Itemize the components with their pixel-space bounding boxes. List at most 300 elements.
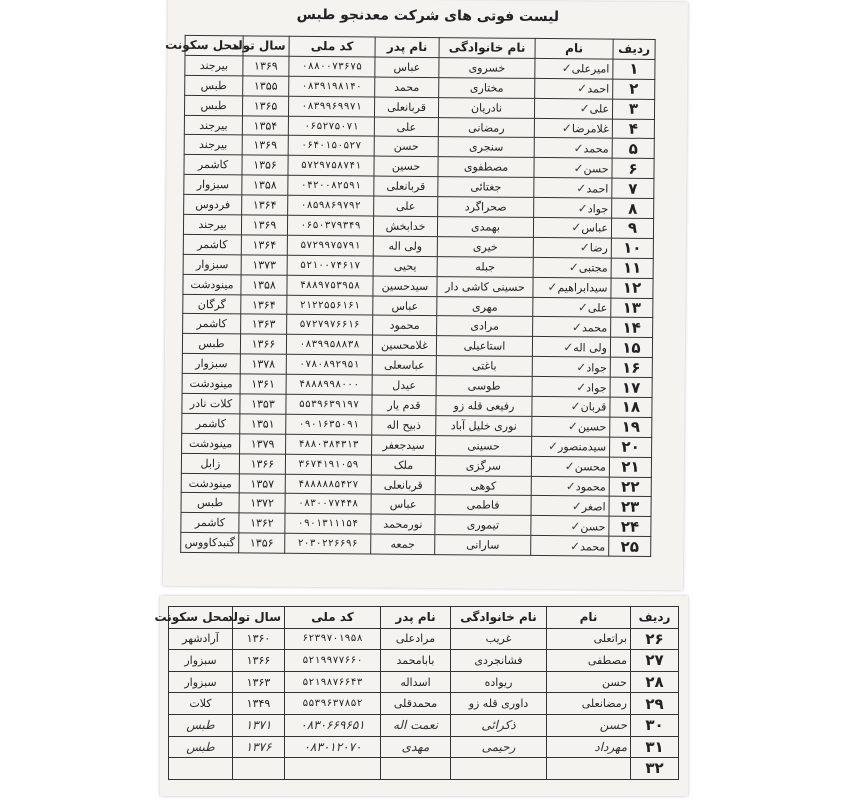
national-code-cell xyxy=(288,96,374,117)
father-name-cell xyxy=(381,714,451,736)
check-mark-icon: ✓ xyxy=(568,260,579,275)
father-name-cell xyxy=(371,534,435,554)
birth-year-cell xyxy=(239,473,285,493)
father-name: قدم یار xyxy=(387,398,421,412)
row-index-cell xyxy=(631,650,679,672)
family-name-cell xyxy=(436,376,532,397)
row-index: ۱۱ xyxy=(622,258,642,278)
residence-cell xyxy=(183,274,241,294)
residence-cell xyxy=(184,175,242,195)
national-code-cell xyxy=(286,394,372,415)
family-name: داوری قله زو xyxy=(468,697,529,711)
row-index: ۲ xyxy=(629,79,639,99)
national-code-cell xyxy=(287,315,373,336)
check-mark-icon: ✓ xyxy=(563,339,574,355)
father-name-cell xyxy=(372,415,436,435)
national-code: ۰۶۴۰۱۵۰۵۲۷ xyxy=(301,140,362,152)
family-name: فشانجردی xyxy=(474,653,523,667)
national-code: ۵۲۱۰۰۷۴۶۱۷ xyxy=(300,259,361,272)
family-name-cell xyxy=(451,671,547,693)
person-name-cell xyxy=(534,98,612,119)
birth-year-cell xyxy=(243,56,289,76)
national-code: ۴۸۸۰۳۸۴۳۱۳ xyxy=(298,438,359,451)
person-name-cell xyxy=(531,516,609,537)
family-name-cell xyxy=(438,97,534,118)
row-index: ۴ xyxy=(628,119,639,138)
row-index-cell xyxy=(631,736,679,758)
check-mark-icon: ✓ xyxy=(565,479,576,494)
national-code: ۵۲۱۹۸۷۶۶۴۳ xyxy=(302,676,363,688)
birth-year: ۱۳۷۲ xyxy=(250,496,274,511)
residence-cell xyxy=(184,135,242,155)
person-name: رمضانعلی xyxy=(581,697,627,711)
father-name-cell xyxy=(372,335,436,355)
father-name: مرادعلی xyxy=(395,632,436,646)
birth-year-cell xyxy=(233,714,285,736)
row-index: ۲۴ xyxy=(620,517,640,536)
residence-cell xyxy=(183,254,241,274)
row-index-cell xyxy=(613,59,655,79)
family-name: رمضانی xyxy=(468,120,505,135)
father-name: غلامحسین xyxy=(381,338,428,353)
residence-cell xyxy=(183,214,241,234)
residence-cell xyxy=(181,493,239,513)
person-name-cell xyxy=(547,758,631,780)
residence: بیرجند xyxy=(199,58,229,73)
birth-year-cell xyxy=(240,414,286,434)
check-mark-icon: ✓ xyxy=(567,419,579,434)
row-index: ۱ xyxy=(629,60,639,79)
page-title: لیست فوتی های شرکت معدنجو طبس xyxy=(296,6,560,26)
family-name: خیری xyxy=(472,240,498,254)
birth-year-cell xyxy=(233,736,285,758)
father-name-cell xyxy=(375,57,439,77)
check-mark-icon: ✓ xyxy=(571,499,582,514)
person-name: مهرداد xyxy=(594,739,627,754)
header-name: نام xyxy=(535,38,613,59)
residence: طبس xyxy=(196,496,224,510)
residence: سبزوار xyxy=(184,653,217,667)
header-idx: ردیف xyxy=(613,39,655,59)
national-code-cell xyxy=(288,136,374,157)
residence: طبس xyxy=(198,337,225,351)
father-name-cell xyxy=(371,495,435,515)
row-index-cell xyxy=(610,437,652,457)
person-name-cell xyxy=(533,297,611,318)
father-name: اسداله xyxy=(400,675,431,689)
person-name-cell xyxy=(532,377,610,398)
family-name-cell xyxy=(438,177,534,198)
father-name-cell xyxy=(372,395,436,415)
residence-cell xyxy=(182,433,240,453)
person-name-cell xyxy=(533,237,611,258)
row-index-cell xyxy=(611,238,653,258)
father-name: قربانعلی xyxy=(387,100,427,114)
row-index-cell xyxy=(611,258,653,278)
birth-year-cell xyxy=(233,628,285,650)
person-name: علی xyxy=(589,102,610,116)
national-code: ۰۸۳۹۹۵۸۸۳۸ xyxy=(299,339,360,351)
birth-year-cell xyxy=(241,275,287,295)
check-mark-icon: ✓ xyxy=(569,538,581,554)
list-sheet-1 xyxy=(163,0,688,590)
row-index-cell xyxy=(610,417,652,437)
header-residence: محل سکونت xyxy=(185,35,243,55)
family-name: فاطمی xyxy=(466,498,500,513)
family-name: نادریان xyxy=(470,100,503,115)
person-name-cell xyxy=(532,436,610,457)
residence-cell xyxy=(184,115,242,135)
national-code: ۰۸۳۹۱۹۸۱۴۰ xyxy=(301,80,362,93)
person-name: سیدمنصور xyxy=(557,440,607,454)
national-code-cell xyxy=(285,454,371,475)
residence: مینودشت xyxy=(190,277,234,291)
national-code: ۵۷۲۹۹۷۵۷۹۱ xyxy=(300,239,361,252)
header-birth-year: سال تولد xyxy=(233,607,285,629)
national-code-cell xyxy=(288,176,374,197)
birth-year: ۱۳۶۳ xyxy=(251,317,276,332)
person-name-cell xyxy=(533,217,611,238)
residence-cell xyxy=(169,758,233,780)
residence: سبزوار xyxy=(195,357,228,371)
row-index-cell xyxy=(609,477,651,497)
table-body-1 xyxy=(181,55,655,556)
father-name: عباس xyxy=(393,60,421,74)
father-name-cell xyxy=(373,276,437,296)
family-name: مصطفوی xyxy=(463,160,509,174)
row-index: ۳ xyxy=(628,99,639,118)
residence: گرگان xyxy=(197,297,226,311)
residence-cell xyxy=(169,736,233,758)
residence: بیرجند xyxy=(198,217,227,232)
person-name-cell xyxy=(533,317,611,338)
family-name-cell xyxy=(435,475,531,496)
family-name: جبله xyxy=(475,260,496,274)
national-code-cell xyxy=(285,514,371,535)
national-code: ۰۶۵۰۳۷۹۳۴۹ xyxy=(300,219,361,232)
family-name: مرادی xyxy=(470,319,499,334)
birth-year-cell xyxy=(242,135,288,155)
family-name-cell xyxy=(435,455,531,476)
family-name: ریواده xyxy=(484,675,513,689)
casualty-table-2 xyxy=(154,606,679,780)
person-name-cell xyxy=(535,78,613,99)
national-code-cell xyxy=(285,534,371,555)
father-name: نورمحمد xyxy=(383,517,423,532)
person-name: اصغر xyxy=(581,500,606,514)
father-name: سیدجعفر xyxy=(382,438,425,452)
person-name-cell xyxy=(533,277,611,298)
row-index-cell xyxy=(612,99,654,119)
father-name: ولی اله xyxy=(388,239,423,253)
national-code-cell xyxy=(287,255,373,276)
header-father: نام پدر xyxy=(375,37,439,57)
family-name-cell xyxy=(435,535,531,556)
check-mark-icon: ✓ xyxy=(577,81,588,96)
father-name-cell xyxy=(381,758,451,780)
residence-cell xyxy=(185,55,243,75)
row-index: ۱۶ xyxy=(622,358,641,377)
father-name: حسن xyxy=(393,140,419,154)
family-name: نوری خلیل آباد xyxy=(450,419,517,433)
family-name: غریب xyxy=(485,632,512,646)
check-mark-icon: ✓ xyxy=(561,121,572,136)
residence: بیرجند xyxy=(199,118,228,132)
family-name-cell xyxy=(451,628,547,650)
family-name: خسروی xyxy=(468,61,506,75)
residence-cell xyxy=(181,453,239,473)
national-code-cell xyxy=(285,758,381,780)
birth-year: ۱۳۶۶ xyxy=(246,653,271,667)
national-code: ۰۴۲۰۰۸۲۵۹۱ xyxy=(300,180,362,192)
residence-cell xyxy=(182,354,240,374)
residence: کاشمر xyxy=(197,237,228,252)
check-mark-icon: ✓ xyxy=(571,320,583,335)
family-name: حسینی کاشی دار xyxy=(445,279,525,294)
birth-year: ۱۳۶۰ xyxy=(246,632,271,646)
table-row xyxy=(169,758,679,780)
birth-year: ۱۳۵۴ xyxy=(253,118,278,133)
table-row xyxy=(169,736,679,758)
person-name-cell xyxy=(531,496,609,517)
residence: طبس xyxy=(200,78,227,92)
family-name: باغتی xyxy=(471,359,497,373)
person-name: غلامرضا xyxy=(571,122,609,136)
father-name-cell xyxy=(381,671,451,693)
person-name: جواد xyxy=(586,361,607,375)
father-name: قربانعلی xyxy=(383,478,423,492)
national-code-cell xyxy=(289,56,375,77)
table-row xyxy=(169,714,679,736)
birth-year-cell xyxy=(233,650,285,672)
father-name-cell xyxy=(372,435,436,455)
family-name: سرگزی xyxy=(465,458,502,473)
family-name-cell xyxy=(451,758,547,780)
birth-year: ۱۳۶۵ xyxy=(253,99,278,113)
row-index: ۱۵ xyxy=(622,338,641,357)
birth-year: ۱۳۵۶ xyxy=(249,536,274,550)
person-name: محمد xyxy=(581,321,608,335)
birth-year-cell xyxy=(239,493,285,513)
family-name: استاعیلی xyxy=(463,339,506,353)
father-name: ملک xyxy=(393,458,414,472)
birth-year-cell xyxy=(242,155,288,175)
father-name: نعمت اله xyxy=(392,718,439,733)
row-index-cell xyxy=(631,693,679,715)
row-index: ۲۱ xyxy=(621,457,640,477)
residence-cell xyxy=(184,195,242,215)
father-name-cell xyxy=(381,693,451,715)
row-index-cell xyxy=(612,139,654,159)
person-name: حسین xyxy=(577,420,607,434)
row-index-cell xyxy=(631,671,679,693)
row-index-cell xyxy=(612,119,654,139)
national-code-cell xyxy=(285,736,381,758)
family-name-cell xyxy=(437,296,533,317)
father-name: حسین xyxy=(391,159,421,174)
table-body-2 xyxy=(169,628,679,779)
family-name-cell xyxy=(437,316,533,337)
father-name: علی xyxy=(396,120,417,134)
father-name-cell xyxy=(373,296,437,316)
birth-year-cell xyxy=(242,96,288,116)
family-name-cell xyxy=(436,416,532,437)
father-name: عیدل xyxy=(392,378,417,392)
birth-year-cell xyxy=(239,533,285,553)
residence: کاشمر xyxy=(195,416,226,431)
row-index-cell xyxy=(611,278,653,298)
table-row xyxy=(169,628,679,650)
person-name: مجتبی xyxy=(578,261,608,275)
person-name: حسن xyxy=(580,520,606,534)
national-code: ۵۷۲۷۹۷۶۶۱۶ xyxy=(299,319,360,331)
check-mark-icon: ✓ xyxy=(561,61,572,76)
person-name: جواد xyxy=(586,380,607,395)
person-name: مصطفی xyxy=(587,653,627,667)
residence: کاشمر xyxy=(194,516,226,530)
row-index-cell xyxy=(609,497,651,517)
national-code-cell xyxy=(285,474,371,495)
row-index: ۱۰ xyxy=(623,239,642,258)
person-name: ولی اله xyxy=(573,341,608,355)
row-index-cell xyxy=(609,516,651,536)
row-index: ۱۳ xyxy=(622,298,642,317)
residence-cell xyxy=(183,314,241,334)
person-name-cell xyxy=(531,536,609,557)
birth-year-cell xyxy=(240,374,286,394)
residence-cell xyxy=(184,155,242,175)
father-name-cell xyxy=(374,196,438,216)
check-mark-icon: ✓ xyxy=(571,220,582,235)
person-name-cell xyxy=(532,416,610,437)
row-index-cell xyxy=(611,318,653,338)
person-name: براتعلی xyxy=(593,632,627,646)
father-name-cell xyxy=(375,77,439,97)
father-name: علی xyxy=(395,199,416,213)
birth-year-cell xyxy=(233,693,285,715)
birth-year-cell xyxy=(240,354,286,374)
header-national-code: کد ملی xyxy=(289,36,375,57)
national-code: ۰۹۰۱۶۳۵۰۹۱ xyxy=(298,418,359,431)
national-code: ۲۱۲۲۵۵۶۱۶۱ xyxy=(299,299,360,311)
row-index-cell xyxy=(610,397,652,417)
person-name-cell xyxy=(547,736,631,758)
header-birth-year: سال تولد xyxy=(243,36,289,56)
family-name-cell xyxy=(451,650,547,672)
father-name: ذبیح اله xyxy=(386,418,421,432)
family-name-cell xyxy=(435,515,531,536)
residence: مینودشت xyxy=(189,377,233,391)
row-index: ۲۶ xyxy=(645,629,664,648)
person-name: محمود xyxy=(575,480,606,494)
family-name: سارانی xyxy=(466,538,500,552)
birth-year-cell xyxy=(240,434,286,454)
national-code: ۰۸۳۰۶۶۹۶۵۱ xyxy=(300,718,365,733)
national-code-cell xyxy=(285,714,381,736)
row-index: ۸ xyxy=(628,199,638,218)
row-index-cell xyxy=(611,298,653,318)
person-name-cell xyxy=(535,58,613,79)
person-name: محسن xyxy=(574,460,606,474)
family-name-cell xyxy=(438,197,534,218)
birth-year: ۱۳۷۱ xyxy=(245,718,272,733)
person-name-cell xyxy=(532,396,610,417)
birth-year-cell xyxy=(239,454,285,474)
national-code: ۶۲۳۹۷۰۱۹۵۸ xyxy=(302,633,363,645)
birth-year-cell xyxy=(233,671,285,693)
row-index-cell xyxy=(612,158,654,178)
father-name: سیدحسین xyxy=(381,279,429,293)
header-family: نام خانوادگی xyxy=(451,607,547,629)
person-name: عباس xyxy=(581,221,609,236)
family-name: رحیمی xyxy=(481,739,516,754)
residence: بیرجند xyxy=(198,138,228,152)
birth-year: ۱۳۶۴ xyxy=(251,297,276,312)
birth-year-cell xyxy=(242,175,288,195)
row-index: ۲۲ xyxy=(621,477,640,496)
residence-cell xyxy=(182,334,240,354)
family-name-cell xyxy=(439,57,535,78)
birth-year-cell xyxy=(241,294,287,314)
person-name: حسن xyxy=(583,162,609,176)
father-name-cell xyxy=(373,256,437,276)
birth-year-cell xyxy=(241,215,287,235)
residence-cell xyxy=(169,650,233,672)
row-index-cell xyxy=(610,337,652,357)
row-index: ۲۰ xyxy=(621,437,640,457)
row-index: ۱۲ xyxy=(622,278,642,297)
birth-year: ۱۳۶۹ xyxy=(252,218,277,232)
row-index: ۲۵ xyxy=(620,537,639,556)
father-name-cell xyxy=(373,315,437,335)
table-row xyxy=(169,650,679,672)
national-code-cell xyxy=(286,335,372,356)
row-index-cell xyxy=(612,198,654,218)
national-code: ۳۶۷۴۱۹۱۰۵۹ xyxy=(298,458,359,471)
person-name-cell xyxy=(534,158,612,179)
check-mark-icon: ✓ xyxy=(576,180,587,196)
birth-year-cell xyxy=(243,76,289,96)
person-name: احمد xyxy=(587,82,610,96)
national-code-cell xyxy=(285,650,381,672)
person-name-cell xyxy=(531,476,609,497)
residence-cell xyxy=(185,75,243,95)
father-name: بابامحمد xyxy=(396,653,435,667)
residence: مینودشت xyxy=(188,476,232,490)
residence-cell xyxy=(182,413,240,433)
row-index: ۳۲ xyxy=(645,759,664,778)
family-name-cell xyxy=(436,336,532,357)
check-mark-icon: ✓ xyxy=(579,240,590,255)
family-name-cell xyxy=(437,256,533,277)
residence-cell xyxy=(181,513,239,533)
check-mark-icon: ✓ xyxy=(564,459,575,474)
birth-year: ۱۳۶۴ xyxy=(252,198,277,212)
header-family: نام خانوادگی xyxy=(439,38,535,59)
row-index: ۱۴ xyxy=(622,318,641,337)
national-code: ۲۰۳۰۲۲۶۶۹۶ xyxy=(297,538,358,550)
national-code: ۰۷۸۰۸۹۲۹۵۱ xyxy=(299,359,360,371)
national-code: ۰۸۳۰۱۲۰۷۰ xyxy=(303,739,362,754)
national-code-cell xyxy=(287,275,373,296)
national-code: ۰۸۸۰۰۷۳۶۷۵ xyxy=(301,60,363,73)
birth-year: ۱۳۵۸ xyxy=(252,178,277,192)
national-code-cell xyxy=(285,628,381,650)
check-mark-icon: ✓ xyxy=(576,359,587,375)
row-index-cell xyxy=(610,377,652,397)
birth-year: ۱۳۷۳ xyxy=(252,258,277,272)
residence: کاشمر xyxy=(197,158,229,172)
